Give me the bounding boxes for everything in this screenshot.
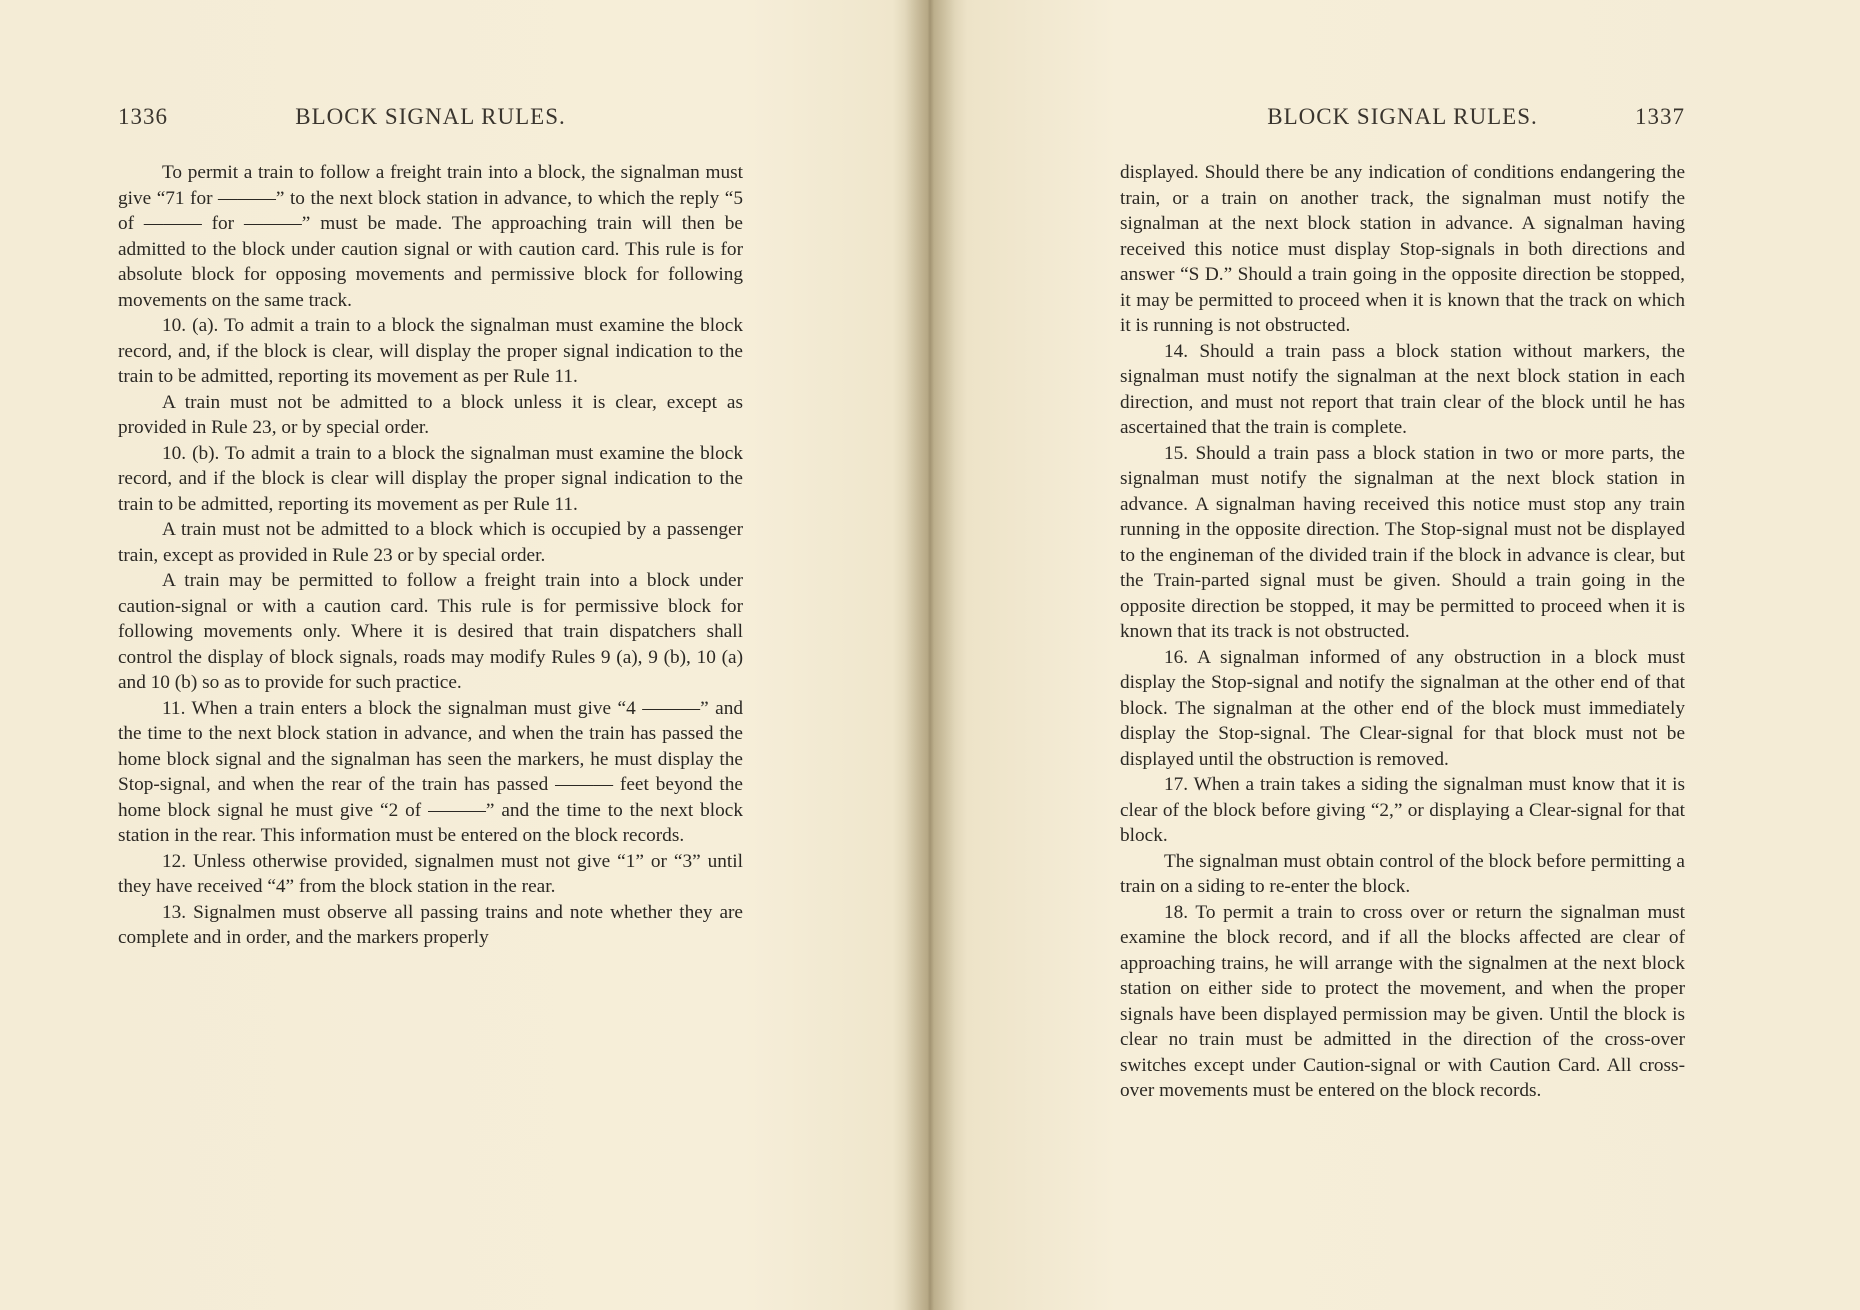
paragraph: To permit a train to follow a freight train into a block, the signalman must give “71 for ———” to the next block station in advance, to which the reply “5 of ——— for ———” must be made. The approaching train will then be admitted to the block under caution signal or with caution card. This rule is for absolute block for opposing movements and permissive block for following movements on the same track. xyxy=(118,162,743,311)
paragraph: A train must not be admitted to a block unless it is clear, except as provided in Rule 23, or by special order. xyxy=(118,391,743,438)
left-page-header xyxy=(118,104,743,134)
right-page-header xyxy=(1120,104,1685,134)
paragraph: 12. Unless otherwise provided, signalmen must not give “1” or “3” until they have received “4” from the block station in the rear. xyxy=(118,850,743,897)
paragraph: 15. Should a train pass a block station in two or more parts, the signalman must notify the signalman at the next block station in advance. A signalman having received this notice must stop any train running in the opposite direction. The Stop-signal must not be displayed to the engineman of the divided train if the block in advance is clear, but the Train-parted signal must be given. Should a train going in the opposite direction be stopped, it may be permitted to proceed when it is known that its track is not obstructed. xyxy=(1120,442,1685,642)
paragraph: 10. (b). To admit a train to a block the signalman must examine the block record, and if the block is clear will display the proper signal indication to the train to be admitted, reporting its movement as per Rule 11. xyxy=(118,442,743,515)
paragraph: The signalman must obtain control of the block before permitting a train on a siding to re-enter the block. xyxy=(1120,850,1685,897)
running-head: BLOCK SIGNAL RULES. xyxy=(295,104,566,129)
right-page-body xyxy=(1120,160,1685,1104)
page-number: 1336 xyxy=(118,104,168,129)
paragraph: 13. Signalmen must observe all passing trains and note whether they are complete and in order, and the markers properly xyxy=(118,901,743,948)
paragraph: 10. (a). To admit a train to a block the signalman must examine the block record, and, if the block is clear, will display the proper signal indication to the train to be admitted, reporting its movement as per Rule 11. xyxy=(118,315,743,387)
left-page-body xyxy=(118,160,743,951)
right-page xyxy=(930,0,1860,1310)
running-head: BLOCK SIGNAL RULES. xyxy=(1267,104,1538,129)
paragraph: 17. When a train takes a siding the signalman must know that it is clear of the block before giving “2,” or displaying a Clear-signal for that block. xyxy=(1120,774,1685,846)
paragraph: 11. When a train enters a block the signalman must give “4 ———” and the time to the next block station in advance, and when the train has passed the home block signal and the signalman has seen the markers, he must display the Stop-signal, and when the rear of the train has passed ——— feet beyond the home block signal he must give “2 of ———” and the time to the next block station in the rear. This information must be entered on the block records. xyxy=(118,697,743,846)
paragraph: 14. Should a train pass a block station without markers, the signalman must notify the signalman at the next block station in each direction, and must not report that train clear of the block until he has ascertained that the train is complete. xyxy=(1120,340,1685,438)
paragraph: A train may be permitted to follow a freight train into a block under caution-signal or with a caution card. This rule is for permissive block for following movements only. Where it is desired that train dispatchers shall control the display of block signals, roads may modify Rules 9 (a), 9 (b), 10 (a) and 10 (b) so as to provide for such practice. xyxy=(118,570,743,693)
continued-paragraph: displayed. Should there be any indication of conditions endangering the train, or a train on another track, the signalman must notify the signalman at the next block station in advance. A signalman having received this notice must display Stop-signals in both directions and answer “S D.” Should a train going in the opposite direction be stopped, it may be permitted to proceed when it is known that the track on which it is running is not obstructed. xyxy=(1120,162,1685,336)
paragraph: 18. To permit a train to cross over or return the signalman must examine the block record, and if all the blocks affected are clear of approaching trains, he will arrange with the signalmen at the next block station on either side to protect the movement, and when the proper signals have been displayed permission may be given. Until the block is clear no train must be admitted in the direction of the cross-over switches except under Caution-signal or with Caution Card. All cross-over movements must be entered on the block records. xyxy=(1120,901,1685,1101)
paragraph: 16. A signalman informed of any obstruction in a block must display the Stop-signal and notify the signalman at the other end of that block. The signalman at the other end of the block must immediately display the Stop-signal. The Clear-signal for that block must not be displayed until the obstruction is removed. xyxy=(1120,646,1685,770)
page-number: 1337 xyxy=(1635,104,1685,129)
paragraph: A train must not be admitted to a block which is occupied by a passenger train, except as provided in Rule 23 or by special order. xyxy=(118,519,743,566)
